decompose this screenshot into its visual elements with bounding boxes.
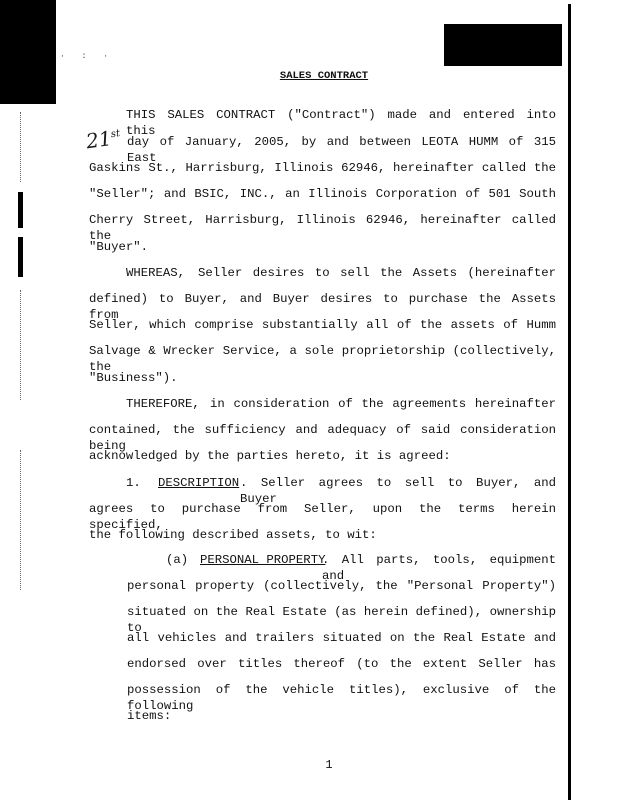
- section-1-line-2: agrees to purchase from Seller, upon the terms herein specified,: [89, 502, 556, 532]
- subsection-a-line-1: . All parts, tools, equipment and: [322, 553, 556, 583]
- subsection-a-line-7: items:: [127, 709, 172, 723]
- subsection-a-line-5: endorsed over titles thereof (to the extent Seller has: [127, 657, 556, 671]
- intro-line-5: Cherry Street, Harrisburg, Illinois 62946, hereinafter called the: [89, 213, 556, 243]
- document-title: SALES CONTRACT: [279, 70, 369, 82]
- scan-dots: [20, 290, 23, 400]
- whereas-label: WHEREAS,: [126, 266, 186, 280]
- section-1-line-3: the following described assets, to wit:: [89, 528, 377, 542]
- scan-dots: [20, 450, 23, 590]
- subsection-a-line-3: situated on the Real Estate (as herein defined), ownership to: [127, 605, 556, 635]
- scan-edge-line: [568, 4, 571, 800]
- section-1-heading: DESCRIPTION: [158, 476, 240, 490]
- therefore-line-1: in consideration of the agreements hereinafter: [210, 397, 556, 411]
- redaction-block-right: [444, 24, 562, 66]
- subsection-a-line-4: all vehicles and trailers situated on the Real Estate and: [127, 631, 556, 645]
- section-1-line-1: . Seller agrees to sell to Buyer, and Buyer: [240, 476, 556, 506]
- intro-line-6: "Buyer".: [89, 240, 149, 254]
- handwritten-day: 21st: [84, 125, 121, 154]
- subsection-a-line-2: personal property (collectively, the "Personal Property"): [127, 579, 556, 593]
- section-1-number: 1.: [126, 476, 141, 490]
- therefore-line-3: acknowledged by the parties hereto, it is agreed:: [89, 449, 451, 463]
- scan-mark: [18, 237, 23, 277]
- intro-line-1: THIS SALES CONTRACT ("Contract") made and entered into this: [126, 108, 556, 138]
- scan-specks: · : ·: [60, 52, 115, 61]
- whereas-line-2: defined) to Buyer, and Buyer desires to purchase the Assets from: [89, 292, 556, 322]
- intro-line-4: "Seller"; and BSIC, INC., an Illinois Corporation of 501 South: [89, 187, 556, 201]
- page-number: 1: [325, 758, 333, 772]
- subsection-a-heading: PERSONAL PROPERTY: [200, 553, 326, 567]
- therefore-line-2: contained, the sufficiency and adequacy of said consideration being: [89, 423, 556, 453]
- scan-mark: [18, 192, 23, 228]
- scan-dots: [20, 112, 23, 182]
- intro-line-2: day of January, 2005, by and between LEOTA HUMM of 315 East: [127, 135, 556, 165]
- whereas-line-3: Seller, which comprise substantially all of the assets of Humm: [89, 318, 556, 332]
- therefore-label: THEREFORE,: [126, 397, 200, 411]
- redaction-block-left: [0, 0, 56, 104]
- whereas-line-5: "Business").: [89, 371, 178, 385]
- subsection-a-label: (a): [166, 553, 189, 567]
- whereas-line-1: Seller desires to sell the Assets (hereinafter: [198, 266, 556, 280]
- whereas-line-4: Salvage & Wrecker Service, a sole proprietorship (collectively, the: [89, 344, 556, 374]
- intro-line-3: Gaskins St., Harrisburg, Illinois 62946, hereinafter called the: [89, 161, 556, 175]
- subsection-a-line-6: possession of the vehicle titles), exclusive of the following: [127, 683, 556, 713]
